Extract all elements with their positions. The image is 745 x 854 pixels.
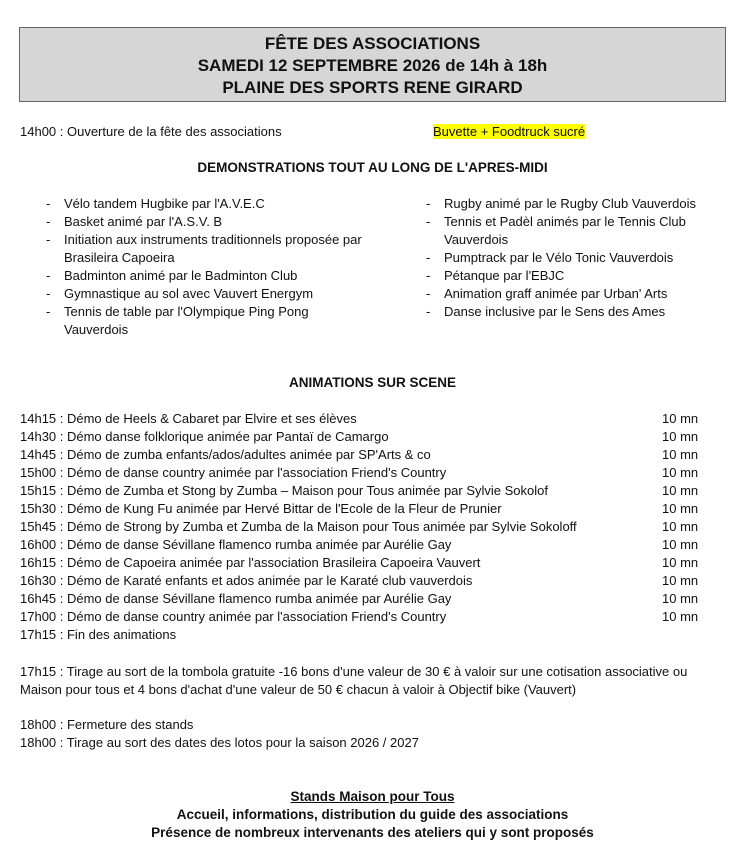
table-row bbox=[20, 626, 710, 644]
demos-title: DEMONSTRATIONS TOUT AU LONG DE L'APRES-MIDI bbox=[197, 160, 548, 175]
opening-row bbox=[20, 123, 282, 140]
list-item: - Badminton animé par le Badminton Club bbox=[40, 267, 370, 285]
list-item: - Danse inclusive par le Sens des Ames bbox=[420, 303, 720, 321]
schedule-text: 16h15 : Démo de Capoeira animée par l'association Brasileira Capoeira Vauvert bbox=[20, 555, 481, 570]
demos-left-list bbox=[40, 195, 370, 339]
schedule-duration: 10 mn bbox=[662, 411, 699, 426]
schedule-text: 16h45 : Démo de danse Sévillane flamenco rumba animée par Aurélie Gay bbox=[20, 591, 452, 606]
list-item: - Rugby animé par le Rugby Club Vauverdois bbox=[420, 195, 720, 213]
schedule-duration: 10 mn bbox=[662, 609, 699, 624]
scene-title: ANIMATIONS SUR SCENE bbox=[288, 375, 456, 390]
schedule-duration: 10 mn bbox=[662, 501, 699, 516]
schedule-text: 15h00 : Démo de danse country animée par l'association Friend's Country bbox=[20, 465, 447, 480]
schedule-text: 16h00 : Démo de danse Sévillane flamenco rumba animée par Aurélie Gay bbox=[20, 537, 452, 552]
buvette-row bbox=[433, 123, 585, 140]
table-row bbox=[20, 536, 710, 554]
schedule-text: 14h30 : Démo danse folklorique animée par Pantaï de Camargo bbox=[20, 429, 389, 444]
schedule-text: 14h15 : Démo de Heels & Cabaret par Elvire et ses élèves bbox=[20, 411, 357, 426]
closing-item: 18h00 : Tirage au sort des dates des lotos pour la saison 2026 / 2027 bbox=[20, 735, 419, 750]
schedule-duration: 10 mn bbox=[662, 429, 699, 444]
schedule-duration: 10 mn bbox=[662, 519, 699, 534]
schedule-text: 15h15 : Démo de Zumba et Stong by Zumba – Maison pour Tous animée par Sylvie Sokolof bbox=[20, 483, 548, 498]
tombola-paragraph: 17h15 : Tirage au sort de la tombola gratuite -16 bons d'une valeur de 30 € à valoir sur une cotisation associative ou Maison pour tous et 4 bons d'achat d'une valeur de 50 € chacun à valoir à Objectif bike (Vauvert) bbox=[20, 664, 688, 697]
schedule-duration: 10 mn bbox=[662, 537, 699, 552]
event-header bbox=[19, 27, 726, 102]
schedule-text: 17h15 : Fin des animations bbox=[20, 627, 177, 642]
footer-line: Accueil, informations, distribution du guide des associations bbox=[176, 807, 569, 822]
buvette-highlight: Buvette + Foodtruck sucré bbox=[433, 124, 586, 139]
schedule-text: 15h30 : Démo de Kung Fu animée par Hervé Bittar de l'Ecole de la Fleur de Prunier bbox=[20, 501, 502, 516]
table-row bbox=[20, 608, 710, 626]
schedule-duration bbox=[662, 626, 710, 644]
table-row bbox=[20, 518, 710, 536]
list-item: - Pumptrack par le Vélo Tonic Vauverdois bbox=[420, 249, 720, 267]
list-item: - Vélo tandem Hugbike par l'A.V.E.C bbox=[40, 195, 370, 213]
schedule-duration: 10 mn bbox=[662, 483, 699, 498]
schedule-duration: 10 mn bbox=[662, 573, 699, 588]
table-row bbox=[20, 464, 710, 482]
list-item: - Basket animé par l'A.S.V. B bbox=[40, 213, 370, 231]
table-row bbox=[20, 482, 710, 500]
schedule-text: 17h00 : Démo de danse country animée par l'association Friend's Country bbox=[20, 609, 447, 624]
schedule-text: 15h45 : Démo de Strong by Zumba et Zumba de la Maison pour Tous animée par Sylvie Sokoloff bbox=[20, 519, 577, 534]
event-location: PLAINE DES SPORTS RENE GIRARD bbox=[222, 78, 523, 97]
footer-title: Stands Maison pour Tous bbox=[290, 789, 455, 804]
table-row bbox=[20, 446, 710, 464]
table-row bbox=[20, 554, 710, 572]
list-item: - Pétanque par l'EBJC bbox=[420, 267, 720, 285]
table-row bbox=[20, 410, 710, 428]
event-title: FÊTE DES ASSOCIATIONS bbox=[264, 34, 481, 53]
schedule-duration: 10 mn bbox=[662, 465, 699, 480]
table-row bbox=[20, 590, 710, 608]
table-row bbox=[20, 572, 710, 590]
schedule-duration: 10 mn bbox=[662, 447, 699, 462]
schedule-duration: 10 mn bbox=[662, 555, 699, 570]
list-item: - Gymnastique au sol avec Vauvert Energym bbox=[40, 285, 370, 303]
schedule-text: 16h30 : Démo de Karaté enfants et ados animée par le Karaté club vauverdois bbox=[20, 573, 473, 588]
demos-right-list bbox=[420, 195, 720, 321]
list-item: - Tennis de table par l'Olympique Ping Pong Vauverdois bbox=[40, 303, 364, 339]
footer-line: Présence de nombreux intervenants des ateliers qui y sont proposés bbox=[151, 825, 594, 840]
closing-item: 18h00 : Fermeture des stands bbox=[20, 717, 194, 732]
table-row bbox=[20, 500, 710, 518]
schedule-duration: 10 mn bbox=[662, 591, 699, 606]
list-item: - Tennis et Padèl animés par le Tennis Club Vauverdois bbox=[420, 213, 712, 249]
list-item: - Initiation aux instruments traditionnels proposée par Brasileira Capoeira bbox=[40, 231, 364, 267]
list-item: - Animation graff animée par Urban' Arts bbox=[420, 285, 720, 303]
event-date: SAMEDI 12 SEPTEMBRE 2026 de 14h à 18h bbox=[197, 56, 548, 75]
opening-text: 14h00 : Ouverture de la fête des associations bbox=[20, 124, 282, 139]
scene-schedule bbox=[20, 410, 710, 644]
footer-block bbox=[0, 788, 745, 842]
schedule-text: 14h45 : Démo de zumba enfants/ados/adultes animée par SP'Arts & co bbox=[20, 447, 431, 462]
table-row bbox=[20, 428, 710, 446]
